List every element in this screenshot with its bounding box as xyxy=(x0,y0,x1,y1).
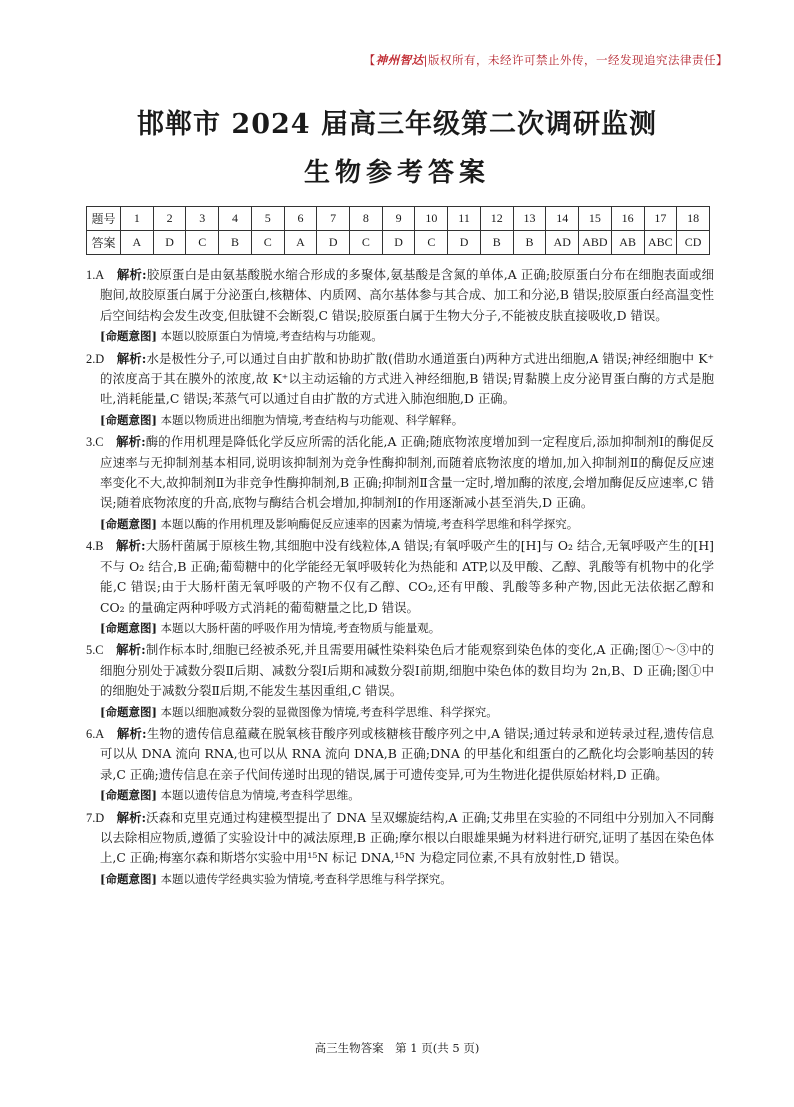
answer-cell: B xyxy=(480,231,513,255)
question-number: 7.D xyxy=(86,810,105,825)
explanation-paragraph xyxy=(86,640,714,701)
intent-line xyxy=(86,702,714,722)
intent-label: [命题意图] xyxy=(100,329,157,344)
question-explanation xyxy=(86,349,714,431)
intent-label: [命题意图] xyxy=(100,704,157,719)
intent-text: 本题以细胞减数分裂的显微图像为情境,考查科学思维、科学探究。 xyxy=(160,704,498,719)
copyright-notice: 【神州智达|版权所有，未经许可禁止外传，一经发现追究法律责任】 xyxy=(363,53,728,67)
analysis-text: 胶原蛋白是由氨基酸脱水缩合形成的多聚体,氨基酸是含氮的单体,A 正确;胶原蛋白分布在细胞表面或细胞间,故胶原蛋白属于分泌蛋白,核糖体、内质网、高尔基体参与其合成、加工和分泌,B 错误;胶原蛋白经高温变性后空间结构会发生改变,但肽键不会断裂,C 错误;胶原蛋白属于生物大分子,不能被皮肤直接吸收,D 错误。 xyxy=(100,267,714,323)
explanation-paragraph xyxy=(86,265,714,326)
intent-line xyxy=(86,410,714,430)
answer-cell: C xyxy=(415,231,448,255)
question-number-cell: 13 xyxy=(513,207,546,231)
answer-cell: B xyxy=(219,231,252,255)
explanation-paragraph xyxy=(86,349,714,410)
answer-cell: D xyxy=(382,231,415,255)
intent-line xyxy=(86,869,714,889)
intent-text: 本题以遗传信息为情境,考查科学思维。 xyxy=(160,788,360,803)
intent-text: 本题以遗传学经典实验为情境,考查科学思维与科学探究。 xyxy=(160,871,452,886)
question-number-cell: 11 xyxy=(448,207,481,231)
question-number: 5.C xyxy=(86,643,104,658)
publisher-logo: 神州智达 xyxy=(375,53,424,67)
answer-explanations xyxy=(86,265,714,891)
answer-table-answer-label: 答案 xyxy=(87,231,121,255)
analysis-label: 解析: xyxy=(115,642,146,658)
answer-cell: AB xyxy=(611,231,644,255)
question-number-cell: 10 xyxy=(415,207,448,231)
analysis-text: 沃森和克里克通过构建模型提出了 DNA 呈双螺旋结构,A 正确;艾弗里在实验的不同组中分别加入不同酶以去除相应物质,遵循了实验设计中的减法原理,B 正确;摩尔根以白眼雄果蝇为材料进行研究,证明了基因在染色体上,C 正确;梅塞尔森和斯塔尔实验中用¹⁵N 标记 DNA,¹⁵N 为稳定同位素,不具有放射性,D 错误。 xyxy=(100,809,714,866)
answer-cell: ABD xyxy=(579,231,612,255)
analysis-label: 解析: xyxy=(116,350,147,366)
question-number-cell: 17 xyxy=(644,207,677,231)
question-number-cell: 6 xyxy=(284,207,317,231)
intent-text: 本题以胶原蛋白为情境,考查结构与功能观。 xyxy=(160,329,383,344)
analysis-text: 制作标本时,细胞已经被杀死,并且需要用碱性染料染色后才能观察到染色体的变化,A 正确;图①～③中的细胞分别处于减数分裂Ⅱ后期、减数分裂Ⅰ后期和减数分裂Ⅰ前期,细胞中染色体的数目均为 2n,B、D 正确;图①中的细胞处于减数分裂Ⅱ后期,不能发生基因重组,C 错误。 xyxy=(100,642,714,699)
answer-table-answer-row xyxy=(87,231,710,255)
analysis-text: 酶的作用机理是降低化学反应所需的活化能,A 正确;随底物浓度增加到一定程度后,添加抑制剂Ⅰ的酶促反应速率与无抑制剂基本相同,说明该抑制剂为竞争性酶抑制剂,而随着底物浓度的增加,加入抑制剂Ⅱ的酶促反应速率变化不大,故抑制剂Ⅱ为非竞争性酶抑制剂,B 正确;抑制剂Ⅱ含量一定时,增加酶的浓度,会增加酶促反应速率,C 错误;随着底物浓度的升高,底物与酶结合机会增加,抑制剂Ⅰ的作用逐渐减小甚至消失,D 正确。 xyxy=(100,434,714,511)
intent-line xyxy=(86,785,714,805)
intent-label: [命题意图] xyxy=(100,788,157,803)
question-number-cell: 4 xyxy=(219,207,252,231)
copyright-text: 版权所有，未经许可禁止外传，一经发现追究法律责任 xyxy=(428,53,716,67)
intent-text: 本题以物质进出细胞为情境,考查结构与功能观、科学解释。 xyxy=(160,412,464,427)
answer-table xyxy=(86,206,710,255)
answer-cell: D xyxy=(448,231,481,255)
question-number: 4.B xyxy=(86,539,104,554)
question-number-cell: 3 xyxy=(186,207,219,231)
question-number: 6.A xyxy=(86,726,105,741)
answer-cell: C xyxy=(350,231,383,255)
answer-cell: A xyxy=(121,231,154,255)
analysis-label: 解析: xyxy=(116,809,147,825)
question-explanation xyxy=(86,808,714,890)
answer-table-number-row xyxy=(87,207,710,231)
answer-cell: B xyxy=(513,231,546,255)
analysis-text: 水是极性分子,可以通过自由扩散和协助扩散(借助水通道蛋白)两种方式进出细胞,A 错误;神经细胞中 K⁺的浓度高于其在膜外的浓度,故 K⁺以主动运输的方式进入神经细胞,B 错误;胃黏膜上皮分泌胃蛋白酶的方式是胞吐,消耗能量,C 错误;苯蒸气可以通过自由扩散的方式进入肺泡细胞,D 正确。 xyxy=(100,350,714,407)
analysis-text: 大肠杆菌属于原核生物,其细胞中没有线粒体,A 错误;有氧呼吸产生的[H]与 O₂ 结合,无氧呼吸产生的[H]不与 O₂ 结合,B 正确;葡萄糖中的化学能经无氧呼吸转化为热能和 ATP,以及甲酸、乙醇、乳酸等有机物中的化学能,C 错误;由于大肠杆菌无氧呼吸的产物不仅有乙醇、CO₂,还有甲酸、乳酸等多种产物,因此无法依据乙醇和 CO₂ 的量确定两种呼吸方式消耗的葡萄糖量之比,D 错误。 xyxy=(100,538,715,615)
answer-cell: C xyxy=(251,231,284,255)
answer-cell: A xyxy=(284,231,317,255)
answer-cell: D xyxy=(153,231,186,255)
intent-label: [命题意图] xyxy=(100,412,157,427)
intent-line xyxy=(86,618,714,638)
question-number-cell: 7 xyxy=(317,207,350,231)
answer-cell: CD xyxy=(677,231,710,255)
question-number: 3.C xyxy=(86,435,104,450)
answer-cell: C xyxy=(186,231,219,255)
answer-cell: AD xyxy=(546,231,579,255)
question-explanation xyxy=(86,724,714,806)
question-explanation xyxy=(86,265,714,347)
question-explanation xyxy=(86,640,714,722)
intent-label: [命题意图] xyxy=(100,516,157,531)
explanation-paragraph xyxy=(86,724,714,785)
analysis-label: 解析: xyxy=(116,267,147,282)
page-footer: 高三生物答案 第 1 页(共 5 页) xyxy=(314,1041,480,1055)
page-title: 邯郸市 2024 届高三年级第二次调研监测 xyxy=(137,109,657,140)
question-number-cell: 5 xyxy=(251,207,284,231)
answer-cell: ABC xyxy=(644,231,677,255)
question-number-cell: 9 xyxy=(382,207,415,231)
analysis-label: 解析: xyxy=(115,434,146,450)
explanation-paragraph xyxy=(86,536,714,618)
answer-table-number-label: 题号 xyxy=(87,207,121,231)
intent-text: 本题以酶的作用机理及影响酶促反应速率的因素为情境,考查科学思维和科学探究。 xyxy=(160,516,579,531)
intent-line xyxy=(86,514,714,534)
question-explanation xyxy=(86,432,714,534)
analysis-text: 生物的遗传信息蕴藏在脱氧核苷酸序列或核糖核苷酸序列之中,A 错误;通过转录和逆转录过程,遗传信息可以从 DNA 流向 RNA,也可以从 RNA 流向 DNA,B 正确;DNA 的甲基化和组蛋白的乙酰化均会影响基因的转录,C 正确;遗传信息在亲子代间传递时出现的错误,属于可遗传变异,可为生物进化提供原始材料,D 正确。 xyxy=(100,725,714,782)
intent-text: 本题以大肠杆菌的呼吸作用为情境,考查物质与能量观。 xyxy=(160,620,441,635)
question-number-cell: 18 xyxy=(677,207,710,231)
explanation-paragraph xyxy=(86,432,714,514)
analysis-label: 解析: xyxy=(116,725,147,741)
intent-label: [命题意图] xyxy=(100,620,157,635)
page-subtitle: 生物参考答案 xyxy=(303,158,490,188)
question-number-cell: 1 xyxy=(121,207,154,231)
analysis-label: 解析: xyxy=(115,538,146,554)
intent-label: [命题意图] xyxy=(100,871,157,886)
intent-line xyxy=(86,326,714,346)
question-number-cell: 8 xyxy=(350,207,383,231)
question-explanation xyxy=(86,536,714,638)
explanation-paragraph xyxy=(86,808,714,869)
question-number: 1.A xyxy=(86,268,105,282)
question-number-cell: 12 xyxy=(480,207,513,231)
answer-cell: D xyxy=(317,231,350,255)
question-number-cell: 15 xyxy=(579,207,612,231)
question-number-cell: 16 xyxy=(611,207,644,231)
question-number-cell: 14 xyxy=(546,207,579,231)
question-number-cell: 2 xyxy=(153,207,186,231)
question-number: 2.D xyxy=(86,351,105,366)
